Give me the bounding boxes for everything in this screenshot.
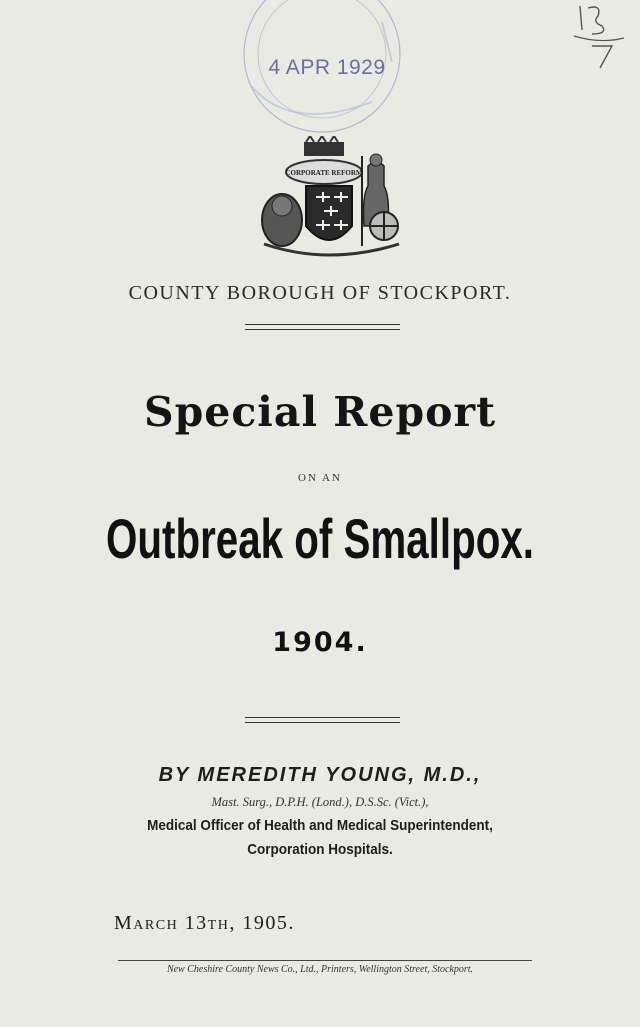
report-subject: Outbreak of Smallpox.	[106, 507, 534, 570]
author-role: Medical Officer of Health and Medical Superintendent,	[147, 817, 493, 834]
report-year: 1904.	[272, 627, 368, 658]
printer-imprint: New Cheshire County News Co., Ltd., Printers, Wellington Street, Stockport.	[166, 964, 474, 975]
publication-date: March 13th, 1905.	[114, 912, 295, 934]
handwritten-mark	[572, 0, 630, 70]
author-qualifications: Mast. Surg., D.P.H. (Lond.), D.S.Sc. (Vict.),	[211, 795, 429, 809]
report-title: Special Report	[143, 388, 497, 436]
svg-text:CORPORATE REFORM: CORPORATE REFORM	[285, 169, 363, 177]
stamp-date: 4 APR 1929	[268, 56, 386, 79]
borough-coat-of-arms	[254, 136, 404, 266]
divider-rule	[245, 324, 400, 330]
title-connector: ON AN	[298, 472, 342, 484]
divider-rule	[245, 717, 400, 723]
author-name: BY MEREDITH YOUNG, M.D.,	[158, 764, 482, 786]
footer-rule	[118, 960, 532, 961]
author-role-continued: Corporation Hospitals.	[247, 841, 393, 858]
borough-heading: COUNTY BOROUGH OF STOCKPORT.	[128, 282, 512, 304]
